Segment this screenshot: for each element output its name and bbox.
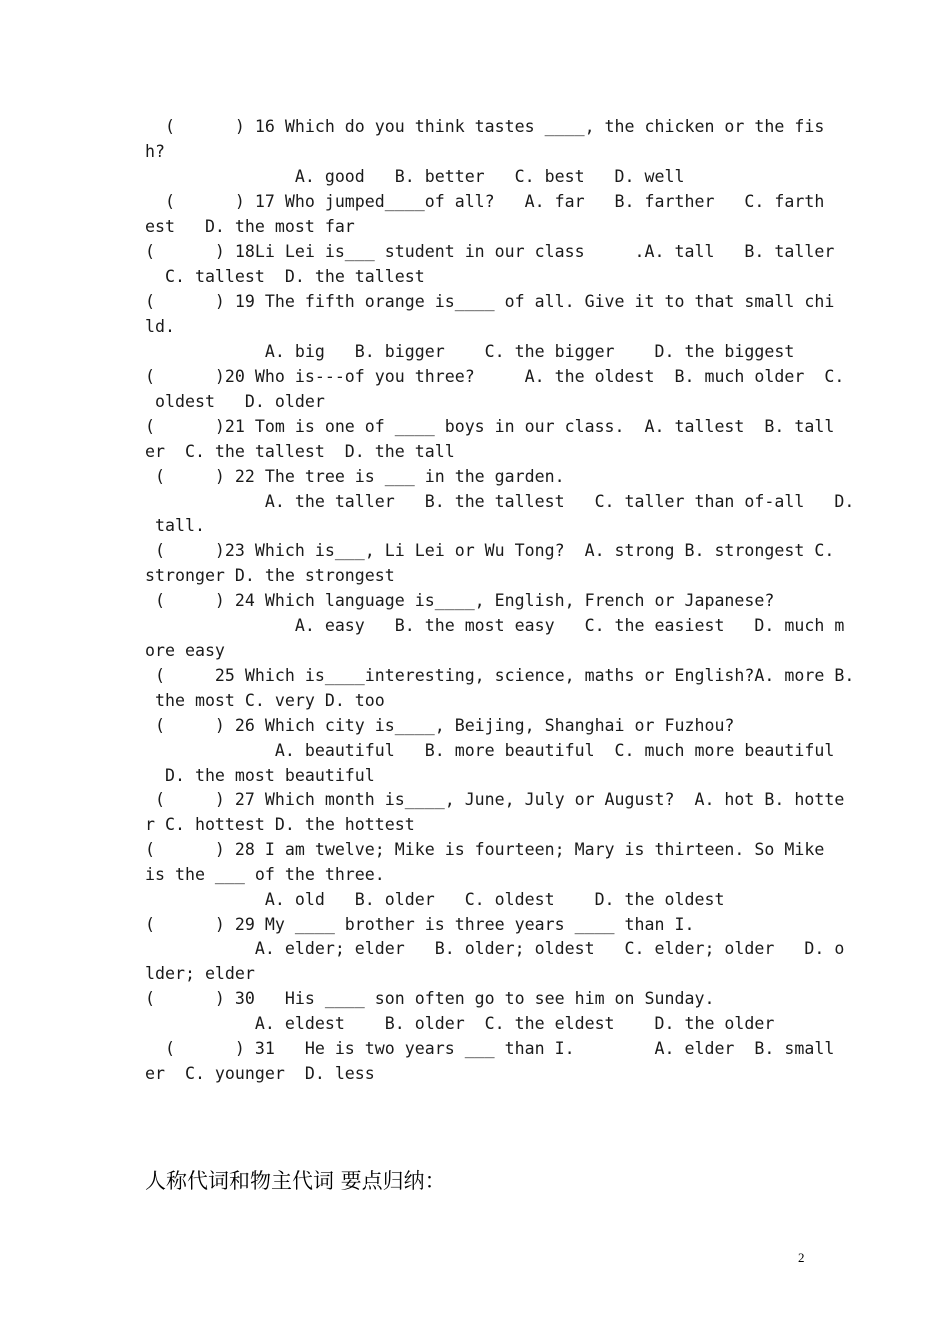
text-line: lder; elder bbox=[145, 964, 255, 983]
text-line: A. the taller B. the tallest C. taller than of-all D. bbox=[145, 492, 855, 511]
text-line: A. easy B. the most easy C. the easiest D. much m bbox=[145, 616, 845, 635]
text-line: D. the most beautiful bbox=[145, 766, 375, 785]
text-line: stronger D. the strongest bbox=[145, 566, 395, 585]
page-number: 2 bbox=[798, 1250, 805, 1265]
text-line: ( ) 31 He is two years ___ than I. A. elder B. small bbox=[145, 1039, 835, 1058]
text-line: er C. younger D. less bbox=[145, 1064, 375, 1083]
text-line: A. beautiful B. more beautiful C. much more beautiful bbox=[145, 741, 835, 760]
text-line: A. eldest B. older C. the eldest D. the older bbox=[145, 1014, 775, 1033]
text-line: ( ) 18Li Lei is___ student in our class .A. tall B. taller bbox=[145, 242, 835, 261]
text-line: oldest D. older bbox=[145, 392, 325, 411]
text-line: ( ) 17 Who jumped____of all? A. far B. farther C. farth bbox=[145, 192, 825, 211]
text-line: ( ) 27 Which month is____, June, July or August? A. hot B. hotte bbox=[145, 790, 845, 809]
text-line: the most C. very D. too bbox=[145, 691, 385, 710]
text-line: is the ___ of the three. bbox=[145, 865, 385, 884]
text-line: ( )23 Which is___, Li Lei or Wu Tong? A. strong B. strongest C. bbox=[145, 541, 835, 560]
text-line: ( ) 16 Which do you think tastes ____, the chicken or the fis bbox=[145, 117, 825, 136]
text-line: ( ) 26 Which city is____, Beijing, Shanghai or Fuzhou? bbox=[145, 716, 735, 735]
text-line: A. good B. better C. best D. well bbox=[145, 167, 685, 186]
text-line: A. old B. older C. oldest D. the oldest bbox=[145, 890, 725, 909]
text-line: ore easy bbox=[145, 641, 225, 660]
text-line: ( ) 29 My ____ brother is three years ____ than I. bbox=[145, 915, 695, 934]
text-line: A. elder; elder B. older; oldest C. elder; older D. o bbox=[145, 939, 845, 958]
text-line: ld. bbox=[145, 317, 175, 336]
text-line: ( ) 30 His ____ son often go to see him on Sunday. bbox=[145, 989, 715, 1008]
text-line: C. tallest D. the tallest bbox=[145, 267, 425, 286]
text-line: ( )21 Tom is one of ____ boys in our class. A. tallest B. tall bbox=[145, 417, 835, 436]
text-line: A. big B. bigger C. the bigger D. the biggest bbox=[145, 342, 795, 361]
text-line: tall. bbox=[145, 516, 205, 535]
text-line: ( )20 Who is---of you three? A. the oldest B. much older C. bbox=[145, 367, 845, 386]
text-line: er C. the tallest D. the tall bbox=[145, 442, 455, 461]
section-heading: 人称代词和物主代词 要点归纳： bbox=[145, 1169, 446, 1193]
text-line: r C. hottest D. the hottest bbox=[145, 815, 415, 834]
text-line: h? bbox=[145, 142, 165, 161]
text-line: ( ) 24 Which language is____, English, French or Japanese? bbox=[145, 591, 775, 610]
text-line: ( ) 22 The tree is ___ in the garden. bbox=[145, 467, 565, 486]
text-line: ( 25 Which is____interesting, science, maths or English?A. more B. bbox=[145, 666, 855, 685]
text-line: est D. the most far bbox=[145, 217, 355, 236]
text-line: ( ) 28 I am twelve; Mike is fourteen; Mary is thirteen. So Mike bbox=[145, 840, 825, 859]
text-line: ( ) 19 The fifth orange is____ of all. Give it to that small chi bbox=[145, 292, 835, 311]
